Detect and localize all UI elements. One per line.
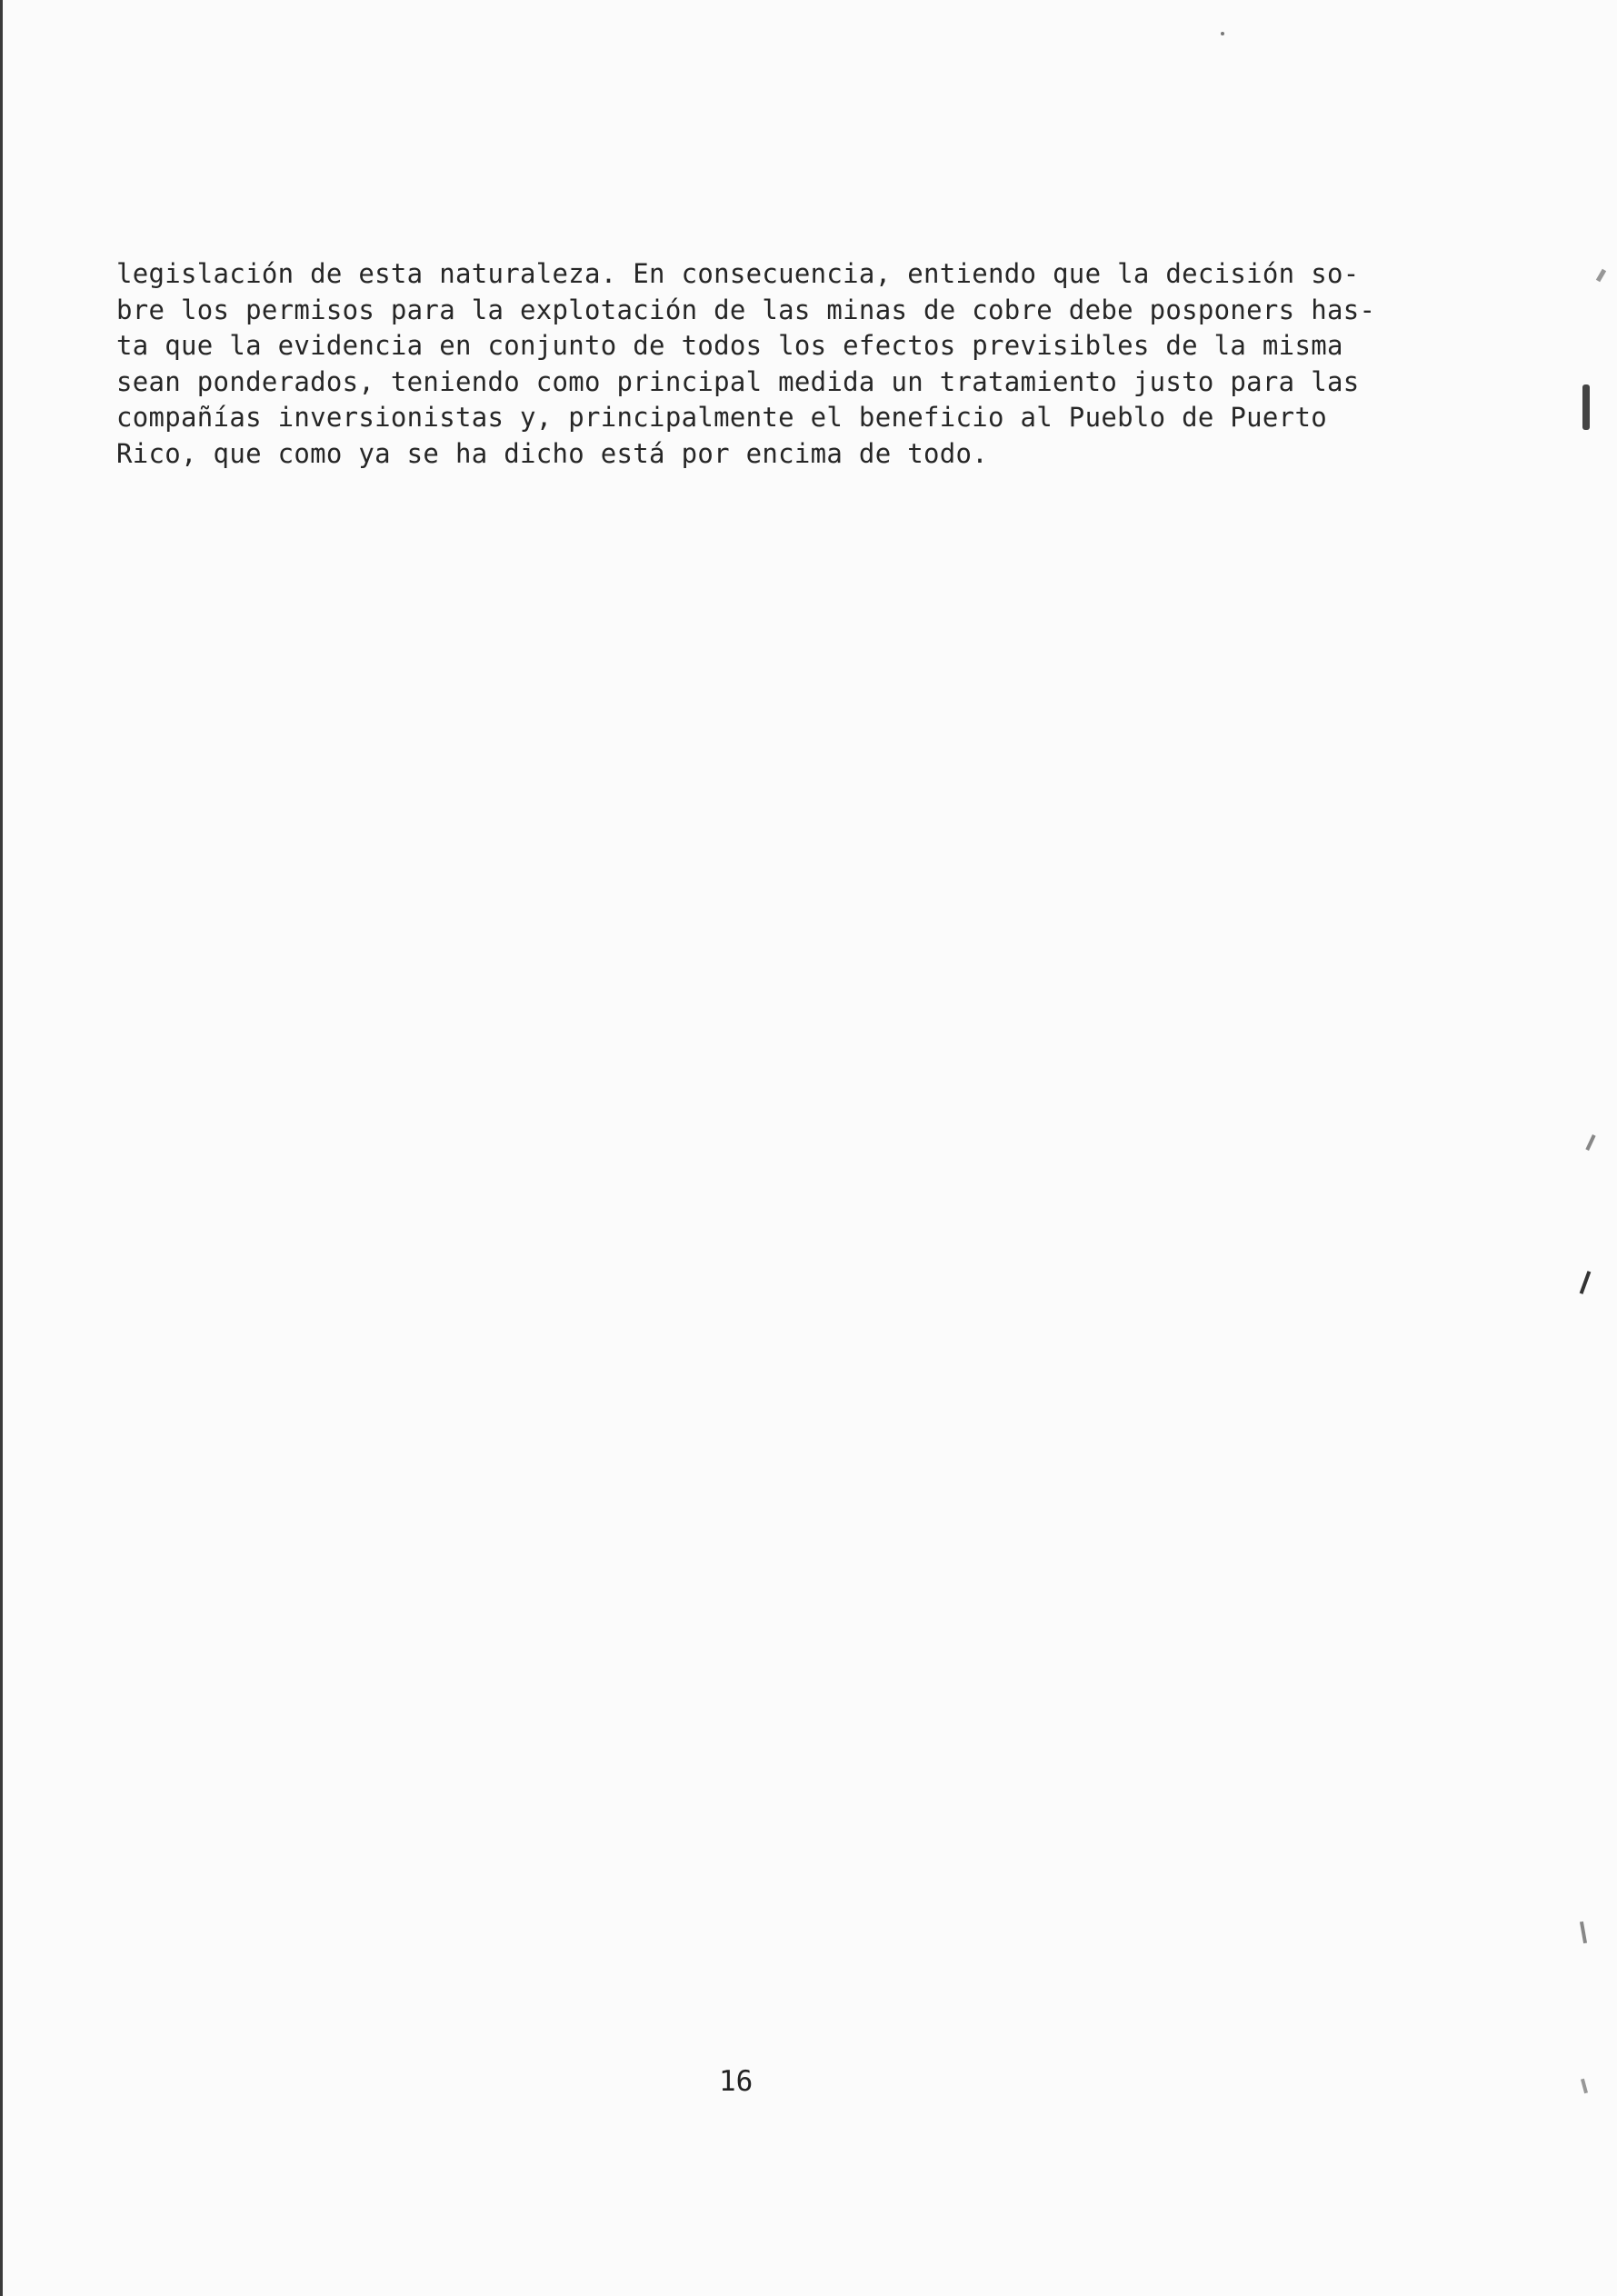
margin-mark (1580, 1271, 1592, 1294)
page-number: 16 (719, 2065, 754, 2098)
paragraph-line: ta que la evidencia en conjunto de todos los efectos previsibles de la misma (116, 330, 1343, 362)
margin-mark (1596, 269, 1606, 283)
margin-mark (1582, 384, 1590, 430)
paragraph-line: bre los permisos para la explotación de las minas de cobre debe posponers has- (116, 294, 1376, 325)
body-paragraph (116, 256, 1443, 473)
scan-left-edge (0, 0, 3, 2296)
paragraph-line: legislación de esta naturaleza. En consecuencia, entiendo que la decisión so- (116, 258, 1360, 289)
scan-speck (1221, 32, 1224, 35)
margin-mark (1580, 1922, 1587, 1943)
paragraph-line: sean ponderados, teniendo como principal medida un tratamiento justo para las (116, 365, 1360, 397)
paragraph-line: compañías inversionistas y, principalmente el beneficio al Pueblo de Puerto (116, 402, 1327, 434)
paragraph-line: Rico, que como ya se ha dicho está por encima de todo. (116, 437, 989, 469)
margin-mark (1581, 2079, 1588, 2093)
margin-mark (1585, 1134, 1595, 1151)
